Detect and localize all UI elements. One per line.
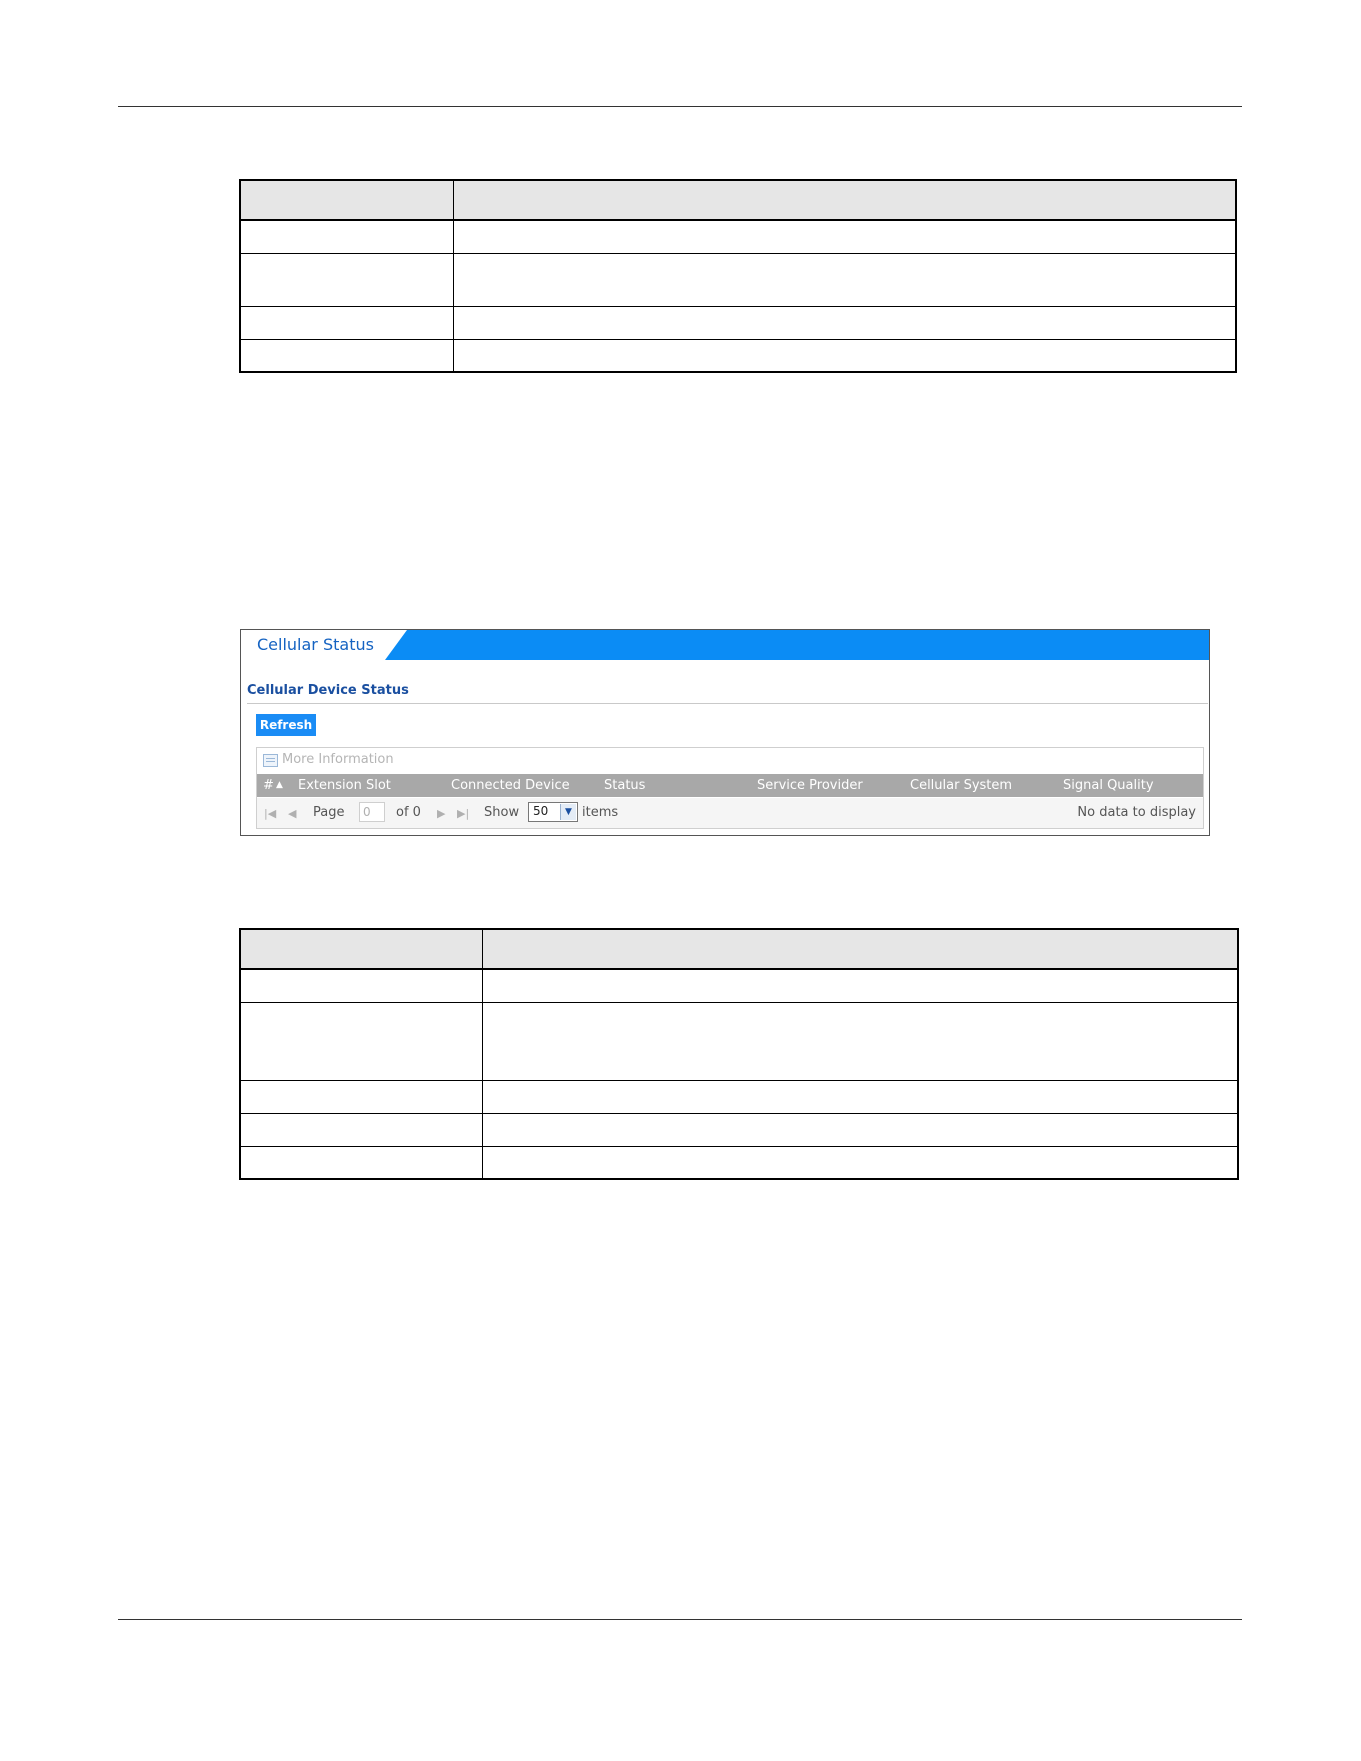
table1-row	[240, 253, 453, 306]
last-page-icon[interactable]: ▶|	[457, 807, 470, 820]
chevron-down-icon[interactable]: ▼	[560, 804, 576, 820]
show-label: Show	[484, 805, 520, 820]
column-header-extension-slot[interactable]: Extension Slot	[298, 778, 391, 793]
column-header-connected-device[interactable]: Connected Device	[451, 778, 570, 793]
page-label: Page	[313, 805, 345, 820]
column-header-status[interactable]: Status	[604, 778, 646, 793]
table1-row	[240, 306, 453, 339]
section-divider	[247, 703, 1208, 704]
tab-slant	[385, 630, 407, 660]
table1-header-description	[453, 180, 1236, 220]
table2-row	[240, 1146, 482, 1179]
page-size-select[interactable]	[528, 802, 578, 822]
first-page-icon[interactable]: |◀	[264, 807, 277, 820]
tab-cellular-status[interactable]	[241, 630, 385, 660]
table2-header-description	[482, 929, 1238, 969]
description-table-2	[239, 928, 1239, 1180]
table2-row	[240, 1113, 482, 1146]
more-information-icon	[263, 754, 278, 767]
grid-toolbar	[257, 748, 1203, 773]
refresh-button[interactable]: Refresh	[256, 714, 316, 736]
page-number-input[interactable]	[359, 802, 385, 822]
page-count-label: of 0	[396, 805, 421, 820]
table2-header-label	[240, 929, 482, 969]
more-information-button[interactable]: More Information	[282, 752, 394, 767]
sort-ascending-icon: ▲	[276, 780, 283, 790]
next-page-icon[interactable]: ▶	[437, 807, 446, 820]
tab-label: Cellular Status	[257, 635, 374, 654]
grid-pager	[257, 798, 1203, 828]
table1-row	[240, 220, 453, 253]
cellular-status-panel	[240, 629, 1210, 836]
tab-bar	[241, 630, 1209, 660]
table2-row	[240, 1002, 482, 1080]
table1-row	[240, 339, 453, 372]
section-title: Cellular Device Status	[247, 683, 409, 698]
grid-header-row	[257, 774, 1203, 797]
empty-message: No data to display	[1077, 805, 1196, 820]
items-label: items	[582, 805, 619, 820]
column-header-index[interactable]: #	[263, 778, 274, 793]
page-size-value: 50	[533, 804, 549, 818]
table1-header-label	[240, 180, 453, 220]
device-status-grid	[256, 747, 1204, 829]
previous-page-icon[interactable]: ◀	[288, 807, 297, 820]
column-header-service-provider[interactable]: Service Provider	[757, 778, 863, 793]
table2-row	[240, 969, 482, 1002]
column-header-cellular-system[interactable]: Cellular System	[910, 778, 1013, 793]
table2-row	[240, 1080, 482, 1113]
page-header-rule	[118, 106, 1242, 107]
description-table-1	[239, 179, 1237, 373]
column-header-signal-quality[interactable]: Signal Quality	[1063, 778, 1154, 793]
page-footer-rule	[118, 1619, 1242, 1620]
